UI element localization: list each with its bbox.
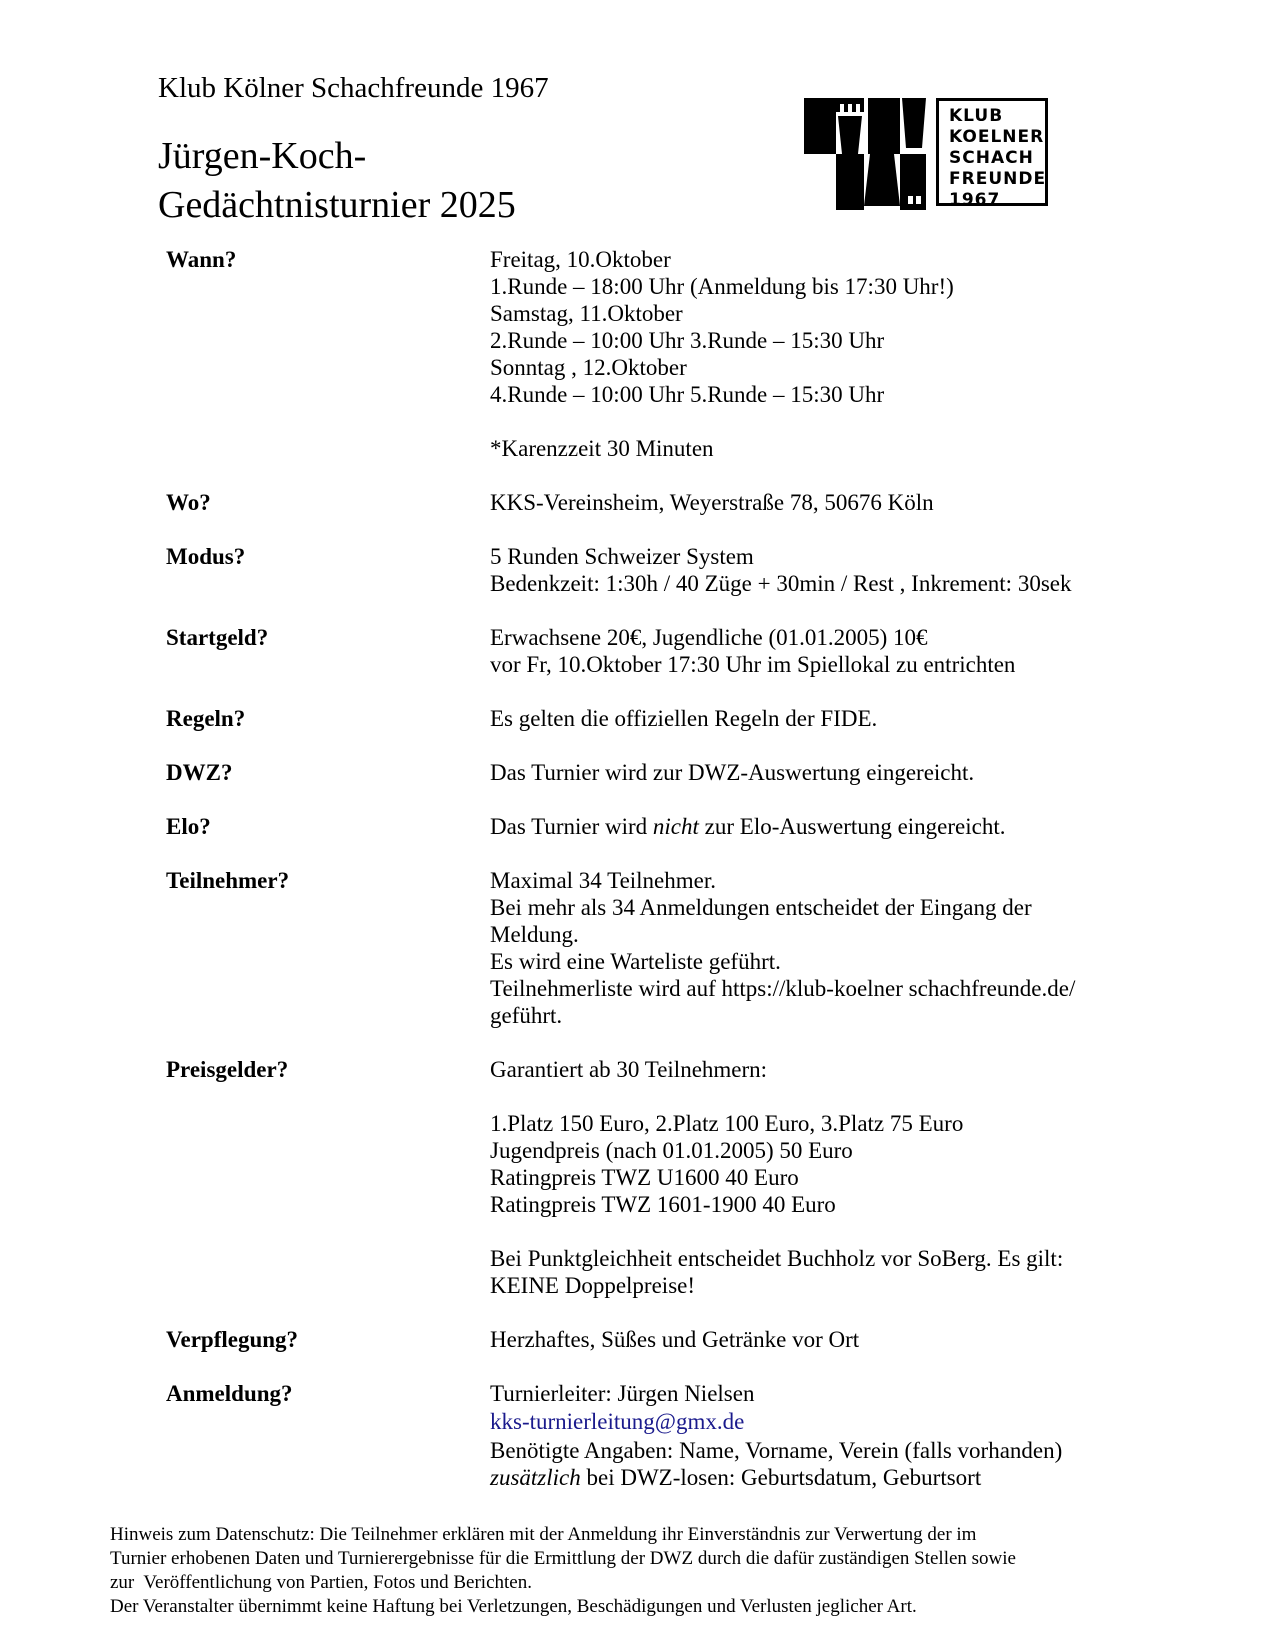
label-wo: Wo? — [166, 490, 211, 515]
label-teilnehmer: Teilnehmer? — [166, 868, 290, 893]
info-line: Teilnehmerliste wird auf https://klub-koelner schachfreunde.de/ — [490, 976, 1076, 1001]
logo-line: SCHACH — [949, 148, 1034, 168]
footer-line: Der Veranstalter übernimmt keine Haftung bei Verletzungen, Beschädigungen und Verlusten jeglicher Art. — [110, 1596, 917, 1617]
section-elo — [166, 813, 1116, 840]
footer-line: Hinweis zum Datenschutz: Die Teilnehmer erklären mit der Anmeldung ihr Einverständnis zur Verwertung der im — [110, 1524, 977, 1545]
info-line: Erwachsene 20€, Jugendliche (01.01.2005) 10€ — [490, 625, 928, 650]
club-logo — [804, 96, 1060, 222]
info-line: Es gelten die offiziellen Regeln der FIDE. — [490, 706, 878, 731]
info-line: Bedenkzeit: 1:30h / 40 Züge + 30min / Rest , Inkrement: 30sek — [490, 571, 1072, 596]
logo-line: 1967 — [949, 190, 1001, 210]
privacy-notice — [110, 1523, 1120, 1619]
footer-line: Turnier erhobenen Daten und Turnierergebnisse für die Ermittlung der DWZ durch die dafür zuständigen Stellen sowie — [110, 1548, 1016, 1569]
logo-line: FREUNDE — [949, 169, 1047, 189]
label-preisgelder: Preisgelder? — [166, 1057, 289, 1082]
info-line: 1.Runde – 18:00 Uhr (Anmeldung bis 17:30 Uhr!) — [490, 274, 954, 299]
info-line: Ratingpreis TWZ 1601-1900 40 Euro — [490, 1192, 836, 1217]
info-line: *Karenzzeit 30 Minuten — [490, 436, 714, 461]
label-elo: Elo? — [166, 814, 211, 839]
elo-text-before: Das Turnier wird — [490, 814, 653, 839]
info-line: Es wird eine Warteliste geführt. — [490, 949, 781, 974]
info-line: 5 Runden Schweizer System — [490, 544, 754, 569]
info-line: geführt. — [490, 1003, 563, 1028]
label-modus: Modus? — [166, 544, 246, 569]
info-line: Ratingpreis TWZ U1600 40 Euro — [490, 1165, 799, 1190]
club-name: Klub Kölner Schachfreunde 1967 — [158, 72, 549, 104]
section-wo — [166, 489, 1116, 516]
section-regeln — [166, 705, 1116, 732]
section-anmeldung — [166, 1380, 1116, 1491]
info-line: Sonntag , 12.Oktober — [490, 355, 687, 380]
extra-info — [490, 1464, 1116, 1491]
info-line: Maximal 34 Teilnehmer. — [490, 868, 717, 893]
section-dwz — [166, 759, 1116, 786]
info-line — [490, 408, 1116, 435]
section-wann — [166, 246, 1116, 462]
title-line-1: Jürgen-Koch- — [158, 135, 367, 177]
registration-email-link[interactable]: kks-turnierleitung@gmx.de — [490, 1409, 745, 1434]
tournament-leader: Turnierleiter: Jürgen Nielsen — [490, 1381, 755, 1406]
section-modus — [166, 543, 1116, 597]
label-verpflegung: Verpflegung? — [166, 1327, 299, 1352]
label-anmeldung: Anmeldung? — [166, 1381, 293, 1406]
value-dwz — [490, 759, 1116, 786]
value-teilnehmer — [490, 867, 1116, 1029]
info-line: 2.Runde – 10:00 Uhr 3.Runde – 15:30 Uhr — [490, 328, 885, 353]
section-startgeld — [166, 624, 1116, 678]
value-wo — [490, 489, 1116, 516]
extra-info-italic: zusätzlich — [490, 1465, 581, 1490]
info-line: Bei mehr als 34 Anmeldungen entscheidet der Eingang der — [490, 895, 1032, 920]
value-preisgelder — [490, 1056, 1116, 1299]
label-startgeld: Startgeld? — [166, 625, 269, 650]
tournament-info — [166, 246, 1116, 1518]
logo-line: KOELNER — [949, 127, 1045, 147]
chess-rook-checkerboard-icon — [804, 96, 932, 222]
info-line: Meldung. — [490, 922, 579, 947]
value-regeln — [490, 705, 1116, 732]
info-line: KEINE Doppelpreise! — [490, 1273, 696, 1298]
info-line — [490, 813, 1116, 840]
value-startgeld — [490, 624, 1116, 678]
extra-info-rest: bei DWZ-losen: Geburtsdatum, Geburtsort — [580, 1465, 982, 1490]
info-line: vor Fr, 10.Oktober 17:30 Uhr im Spiellokal zu entrichten — [490, 652, 1016, 677]
info-line: Freitag, 10.Oktober — [490, 247, 671, 272]
elo-text-italic: nicht — [652, 814, 699, 839]
title-line-2: Gedächtnisturnier 2025 — [158, 184, 516, 226]
logo-wordmark — [936, 98, 1048, 210]
info-line — [490, 1083, 1116, 1110]
info-line: Jugendpreis (nach 01.01.2005) 50 Euro — [490, 1138, 853, 1163]
info-line: KKS-Vereinsheim, Weyerstraße 78, 50676 Köln — [490, 490, 934, 515]
section-verpflegung — [166, 1326, 1116, 1353]
info-line: Bei Punktgleichheit entscheidet Buchholz vor SoBerg. Es gilt: — [490, 1246, 1064, 1271]
info-line: 1.Platz 150 Euro, 2.Platz 100 Euro, 3.Platz 75 Euro — [490, 1111, 964, 1136]
elo-text-after: zur Elo-Auswertung eingereicht. — [698, 814, 1006, 839]
value-wann — [490, 246, 1116, 462]
value-verpflegung — [490, 1326, 1116, 1353]
label-regeln: Regeln? — [166, 706, 246, 731]
logo-line: KLUB — [949, 106, 1004, 126]
footer-line: zur Veröffentlichung von Partien, Fotos und Berichten. — [110, 1572, 532, 1593]
page-title — [158, 132, 516, 230]
value-modus — [490, 543, 1116, 597]
value-elo — [490, 813, 1116, 840]
label-dwz: DWZ? — [166, 760, 233, 785]
info-line: Garantiert ab 30 Teilnehmern: — [490, 1057, 768, 1082]
info-line: 4.Runde – 10:00 Uhr 5.Runde – 15:30 Uhr — [490, 382, 885, 407]
section-preisgelder — [166, 1056, 1116, 1299]
info-line: Das Turnier wird zur DWZ-Auswertung eingereicht. — [490, 760, 975, 785]
required-info: Benötigte Angaben: Name, Vorname, Verein (falls vorhanden) — [490, 1438, 1063, 1463]
info-line: Samstag, 11.Oktober — [490, 301, 683, 326]
label-wann: Wann? — [166, 247, 237, 272]
section-teilnehmer — [166, 867, 1116, 1029]
value-anmeldung — [490, 1380, 1116, 1491]
info-line: Herzhaftes, Süßes und Getränke vor Ort — [490, 1327, 860, 1352]
info-line — [490, 1218, 1116, 1245]
